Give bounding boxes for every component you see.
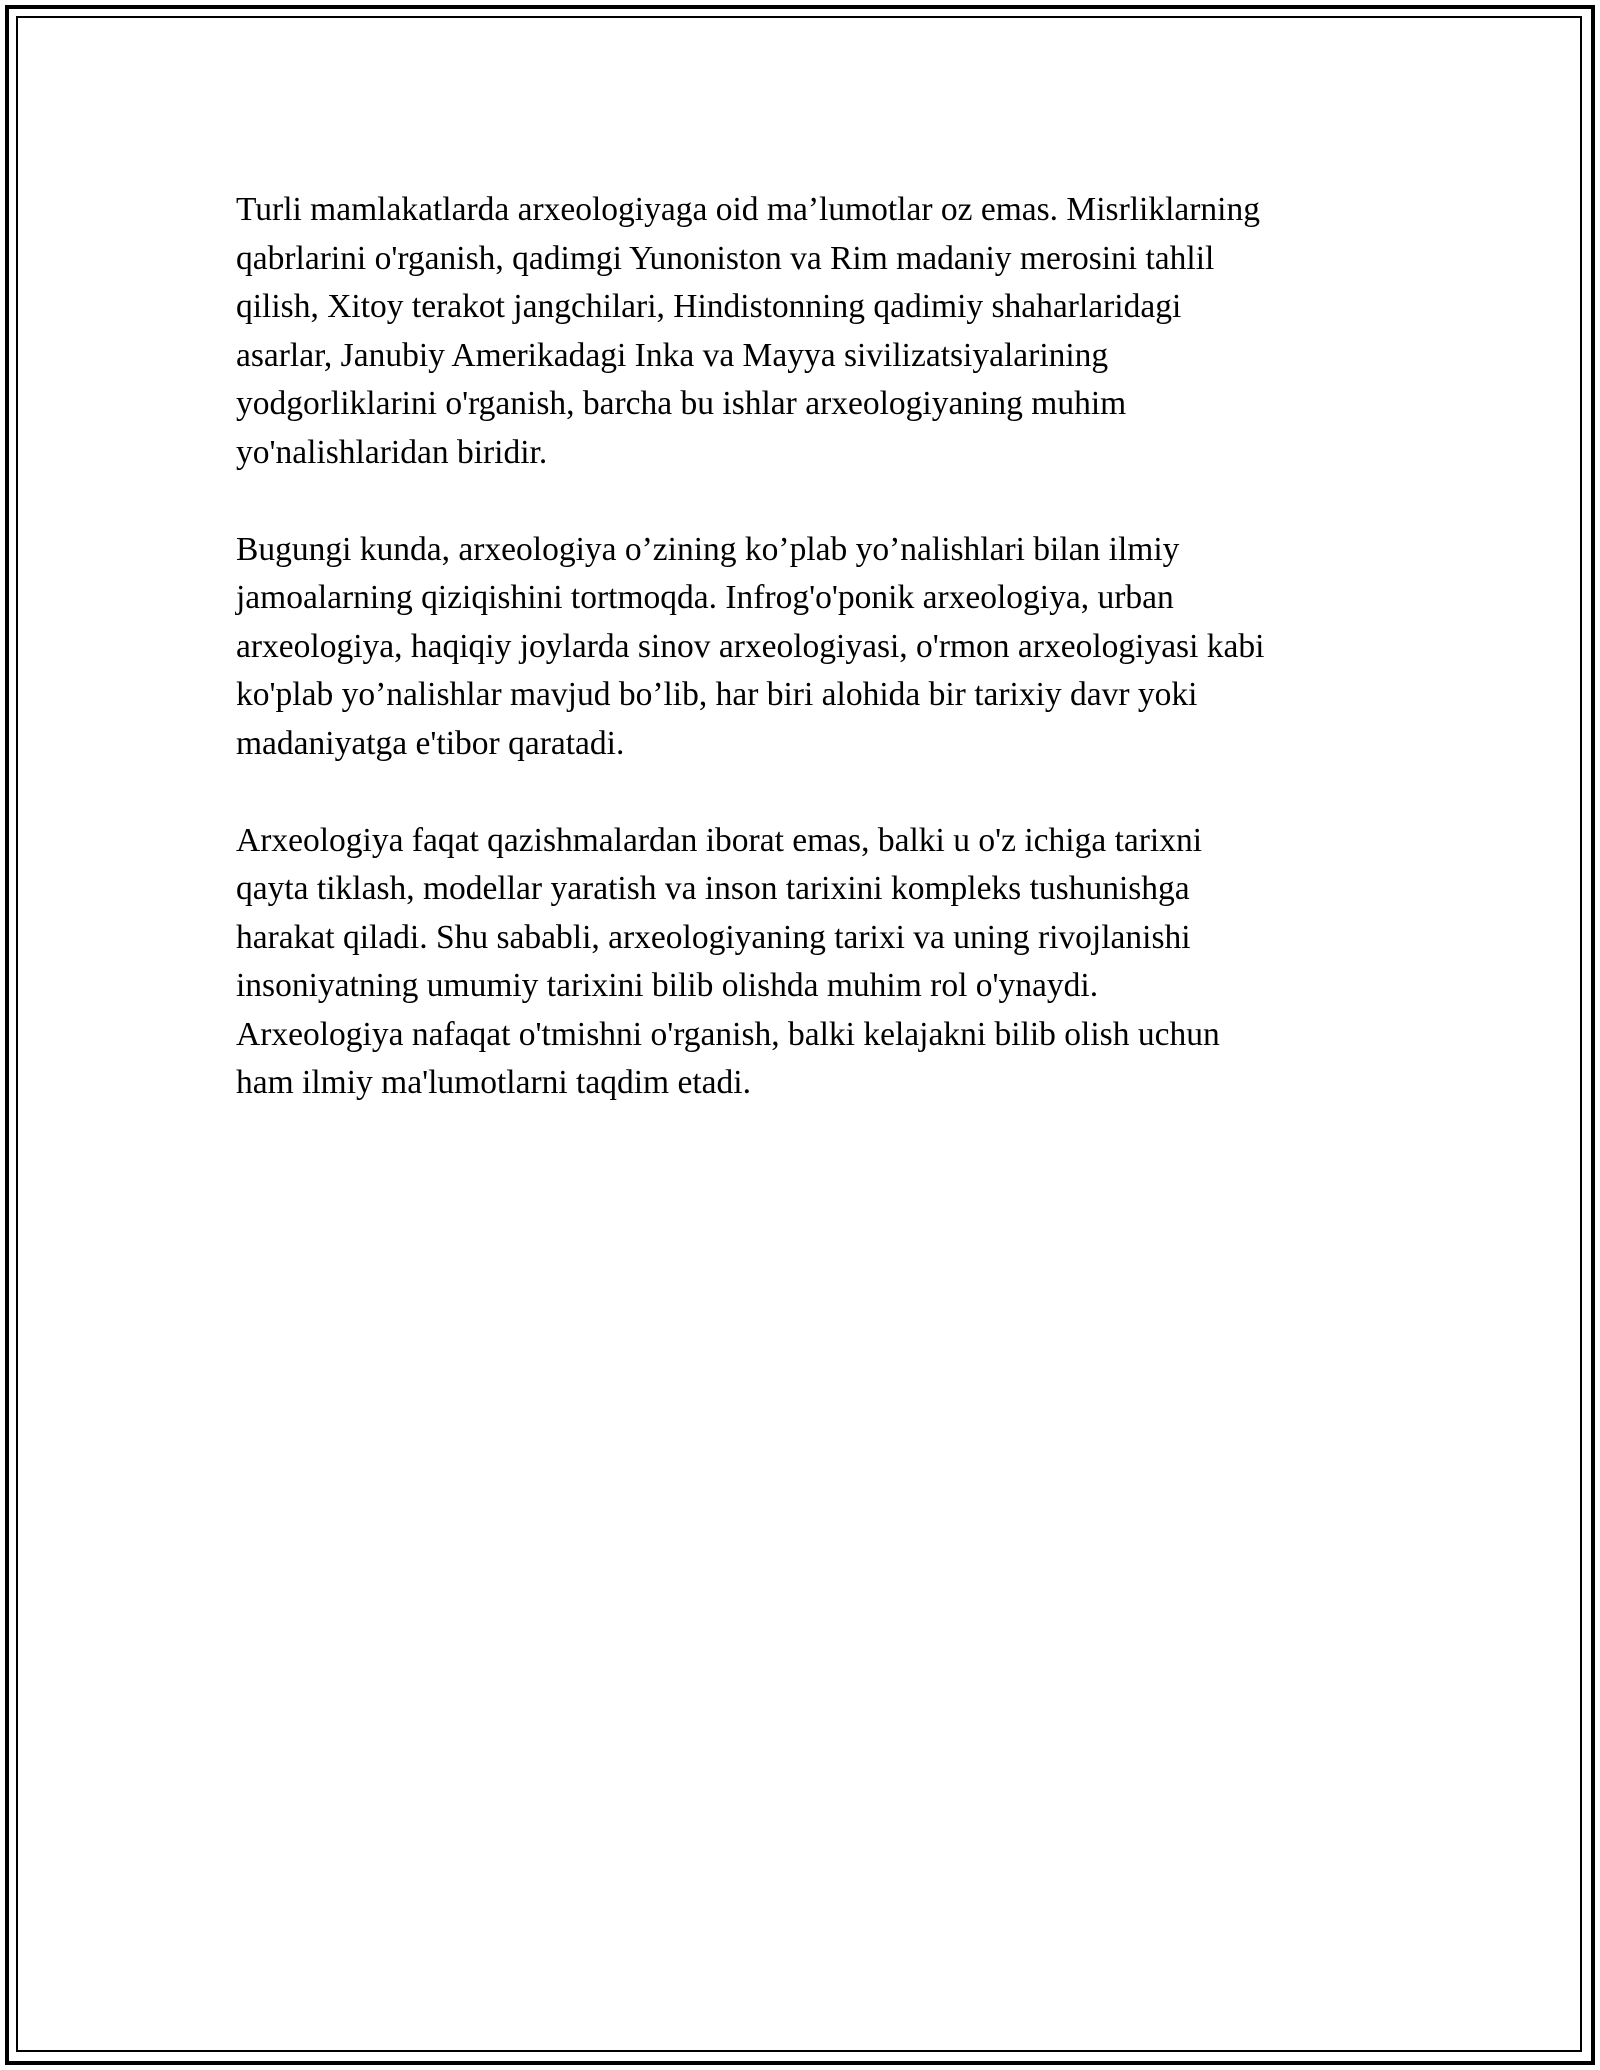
text-line: Turli mamlakatlarda arxeologiyaga oid ma’lumotlar oz emas. Misrliklarning xyxy=(236,191,1260,228)
text-line: asarlar, Janubiy Amerikadagi Inka va Mayya sivilizatsiyalarining xyxy=(236,336,1109,374)
text-line: arxeologiya, haqiqiy joylarda sinov arxeologiyasi, o'rmon arxeologiyasi kabi xyxy=(236,627,1265,665)
paragraph-3 xyxy=(236,817,1376,1108)
text-line: yo'nalishlaridan biridir. xyxy=(236,433,548,471)
text-line: ko'plab yo’nalishlar mavjud bo’lib, har biri alohida bir tarixiy davr yoki xyxy=(236,676,1198,713)
text-line: ham ilmiy ma'lumotlarni taqdim etadi. xyxy=(236,1064,751,1101)
text-line: jamoalarning qiziqishini tortmoqda. Infrog'o'ponik arxeologiya, urban xyxy=(236,579,1174,616)
text-line: madaniyatga e'tibor qaratadi. xyxy=(236,724,625,762)
text-line: qayta tiklash, modellar yaratish va inson tarixini kompleks tushunishga xyxy=(236,870,1190,907)
text-line: Bugungi kunda, arxeologiya o’zining ko’plab yo’nalishlari bilan ilmiy xyxy=(236,530,1180,568)
text-line: Arxeologiya nafaqat o'tmishni o'rganish, balki kelajakni bilib olish uchun xyxy=(236,1015,1220,1053)
paragraph-2 xyxy=(236,526,1376,769)
text-line: qilish, Xitoy terakot jangchilari, Hindistonning qadimiy shaharlaridagi xyxy=(236,288,1182,325)
text-line: harakat qiladi. Shu sababli, arxeologiyaning tarixi va uning rivojlanishi xyxy=(236,918,1191,956)
paragraph-1 xyxy=(236,186,1376,477)
text-line: qabrlarini o'rganish, qadimgi Yunoniston va Rim madaniy merosini tahlil xyxy=(236,239,1215,277)
text-line: Arxeologiya faqat qazishmalardan iborat emas, balki u o'z ichiga tarixni xyxy=(236,821,1203,859)
text-line: yodgorliklarini o'rganish, barcha bu ishlar arxeologiyaning muhim xyxy=(236,385,1127,422)
document-body xyxy=(236,186,1376,1156)
text-line: insoniyatning umumiy tarixini bilib olishda muhim rol o'ynaydi. xyxy=(236,967,1099,1004)
